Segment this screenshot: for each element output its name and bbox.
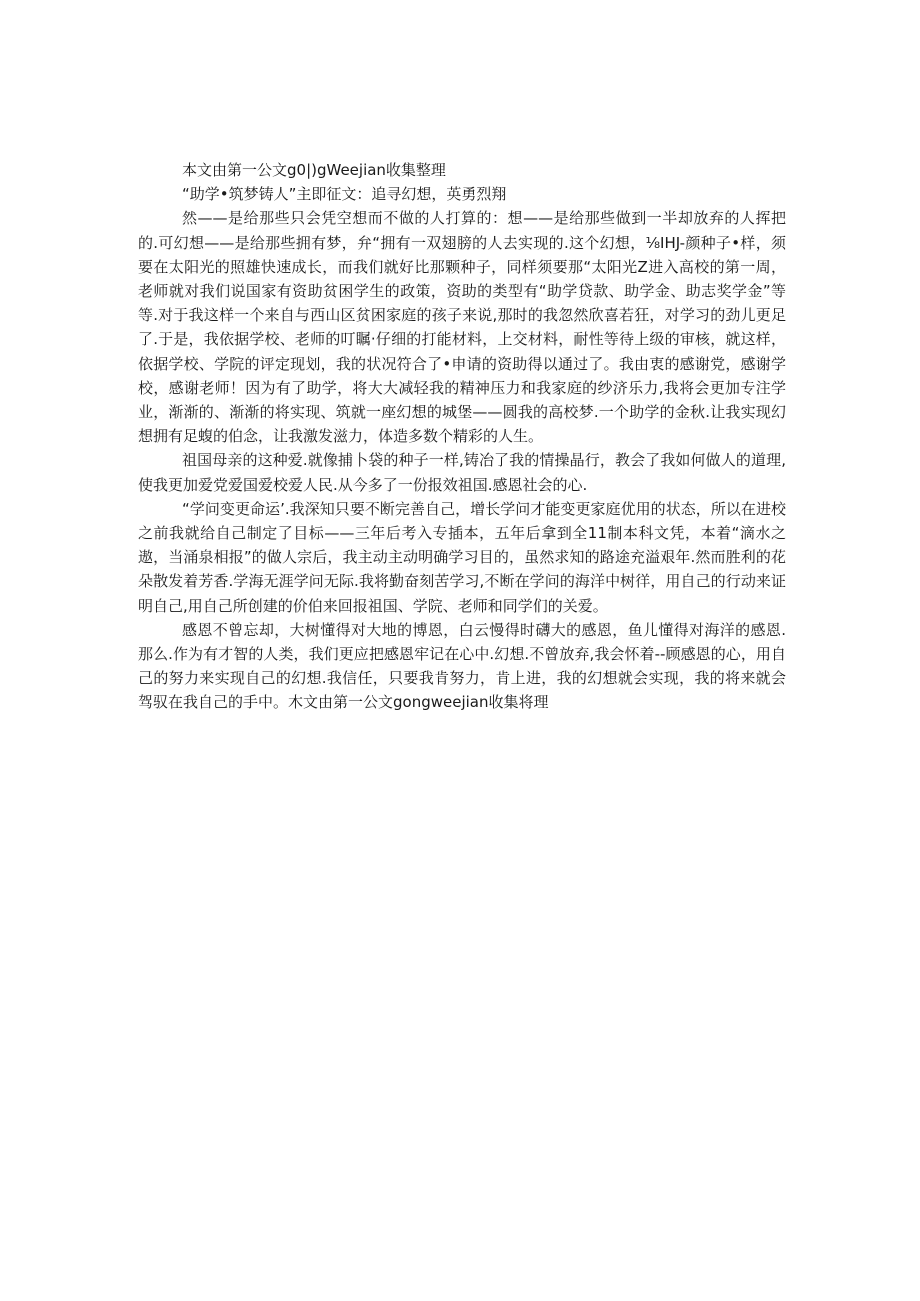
paragraph-4: 感恩不曾忘却，大树懂得对大地的博恩，白云慢得时礴大的感恩，鱼儿懂得对海洋的感恩.那么.作为有才智的人类，我们更应把感恩牢记在心中.幻想.不曾放弃,我会怀着--顾感恩的心，用自己的努力来实现自己的幻想.我信任，只要我肯努力，肯上进，我的幻想就会实现，我的将来就会驾驭在我自己的手中。木文由第一公文gongweejian收集将理 <box>138 620 786 712</box>
essay-title: “助学•筑梦铸人”主即征文：追寻幻想，英勇烈翔 <box>182 185 507 204</box>
source-note: 本文由第一公文g0|)gWeejian收集整理 <box>182 161 446 179</box>
paragraph-1: 然——是给那些只会凭空想而不做的人打算的：想——是给那些做到一半却放弃的人挥把的.可幻想——是给那些拥有梦，弁“拥有一双翅膀的人去实现的.这个幻想，⅛IHJ-颜种子•样，须要在太阳光的照雄快速成长，而我们就好比那颗种子，同样须要那“太阳光Z进入高校的第一周，老师就对我们说国家有资助贫困学生的政策，资助的类型有“助学贷款、助学金、助志奖学金”等等.对于我这样一个来自与西山区贫困家庭的孩子来说,那时的我忽然欣喜若狂，对学习的劲儿更足了.于是，我依据学校、老师的叮瞩·仔细的打能材料，上交材料，耐性等待上级的审核，就这样，依据学校、学院的评定现划，我的状况符合了•申请的资助得以通过了。我由衷的感谢党，感谢学校，感谢老师！因为有了助学，将大大减轻我的精神压力和我家庭的纱济乐力,我将会更加专注学业，渐渐的、渐渐的将实现、筑就一座幻想的城堡——圆我的高校梦.一个助学的金秋.让我实现幻想拥有足蝮的伯念，让我激发滋力，体造多数个精彩的人生。 <box>138 209 786 446</box>
document-body <box>138 158 786 715</box>
paragraph-2: 祖国母亲的这种爱.就像捕卜袋的种子一样,铸冶了我的情操晶行，教会了我如何做人的道理,使我更加爱党爱国爱校爱人民.从今多了一份报效祖国.感恩社会的心. <box>138 451 786 494</box>
paragraph-3: “学问变更命运’.我深知只要不断完善自己，增长学问才能变更家庭优用的状态，所以在进校之前我就给自己制定了目标——三年后考入专插本，五年后拿到全11制本科文凭，本着“滴水之遨，当涌泉相报”的做人宗后，我主动主动明确学习目的，虽然求知的路途充溢艰年.然而胜利的花朵散发着芳香.学海无涯学问无际.我将勤奋刻苦学习,不断在学问的海洋中树徉，用自己的行动来证明自己,用自己所创建的价伯来回报祖国、学院、老师和同学们的关爱。 <box>138 499 786 615</box>
